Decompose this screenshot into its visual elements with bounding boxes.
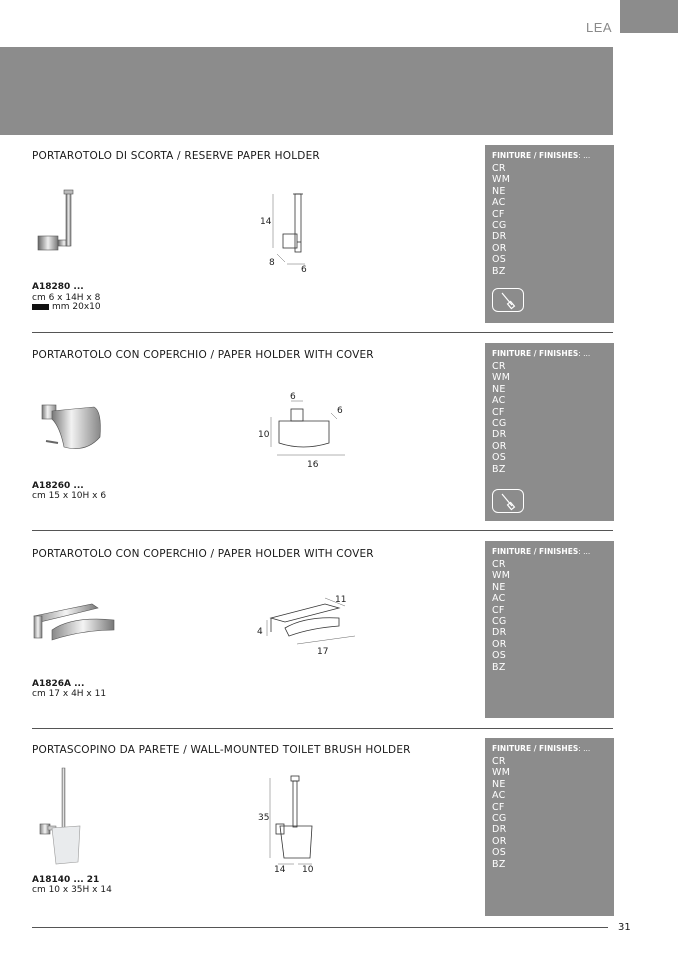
finish-code: CR <box>492 559 506 570</box>
section-title: PORTAROTOLO CON COPERCHIO / PAPER HOLDER WITH COVER <box>32 548 374 560</box>
finish-code: OS <box>492 452 507 464</box>
finish-code: OS <box>492 254 507 266</box>
finish-code: NE <box>492 778 506 790</box>
product-dimensions: cm 6 x 14H x 8 <box>32 293 101 303</box>
finish-code: BZ <box>492 858 506 870</box>
finish-code: BZ <box>492 265 506 277</box>
finishes-heading: FINITURE / FINISHES: ... <box>492 349 591 358</box>
technical-drawing <box>255 391 355 473</box>
finishes-heading: FINITURE / FINISHES: ... <box>492 744 591 753</box>
finish-code: OR <box>492 440 507 452</box>
section-title: PORTASCOPINO DA PARETE / WALL-MOUNTED TOILET BRUSH HOLDER <box>32 744 411 756</box>
header-banner <box>0 47 613 135</box>
product-extra-size <box>32 302 101 312</box>
dimension-label: 8 <box>269 258 275 268</box>
finishes-list <box>492 559 510 673</box>
finishes-heading: FINITURE / FINISHES: ... <box>492 547 591 556</box>
finish-code: CG <box>492 813 507 825</box>
technical-drawing <box>255 592 365 658</box>
finish-code: WM <box>492 570 511 582</box>
finishes-panel <box>485 541 614 718</box>
finishes-list <box>492 361 510 475</box>
finish-code: WM <box>492 372 511 384</box>
finishes-panel <box>485 343 614 521</box>
finish-code: DR <box>492 429 507 441</box>
product-code: A1826A ... <box>32 679 85 689</box>
section-title: PORTAROTOLO DI SCORTA / RESERVE PAPER HOLDER <box>32 150 320 162</box>
finish-code: CG <box>492 220 507 232</box>
section-divider <box>32 332 613 333</box>
finish-code: CF <box>492 801 505 813</box>
finish-code: CF <box>492 208 505 220</box>
technical-drawing <box>255 188 325 278</box>
dimension-label: 6 <box>337 406 343 416</box>
finish-code: OS <box>492 650 507 662</box>
finish-code: NE <box>492 185 506 197</box>
product-photo <box>38 766 88 872</box>
finish-code: AC <box>492 790 506 802</box>
product-photo <box>32 600 118 650</box>
finish-code: AC <box>492 593 506 605</box>
product-dimensions: cm 10 x 35H x 14 <box>32 885 112 895</box>
product-dimensions: cm 17 x 4H x 11 <box>32 689 107 699</box>
finish-code: AC <box>492 197 506 209</box>
footer-rule <box>32 927 608 928</box>
screwdriver-icon <box>492 288 524 312</box>
finishes-list <box>492 756 510 870</box>
finish-code: OS <box>492 847 507 859</box>
finish-code: CR <box>492 756 506 767</box>
finishes-list <box>492 163 510 277</box>
finish-code: CG <box>492 418 507 430</box>
dimension-label: 6 <box>290 392 296 402</box>
product-photo <box>38 397 104 457</box>
finish-code: BZ <box>492 463 506 475</box>
finish-code: BZ <box>492 661 506 673</box>
finishes-heading: FINITURE / FINISHES: ... <box>492 151 591 160</box>
section-title: PORTAROTOLO CON COPERCHIO / PAPER HOLDER WITH COVER <box>32 349 374 361</box>
dimension-label: 14 <box>274 865 286 875</box>
dimension-label: 4 <box>257 627 263 637</box>
dimension-label: 16 <box>307 460 319 470</box>
finishes-panel <box>485 145 614 323</box>
finish-code: NE <box>492 581 506 593</box>
finish-code: DR <box>492 231 507 243</box>
brand-name: LEA <box>586 20 613 35</box>
corner-tab <box>620 0 678 33</box>
finish-code: OR <box>492 638 507 650</box>
finish-code: WM <box>492 767 511 779</box>
product-photo <box>34 188 82 258</box>
finish-code: WM <box>492 174 511 186</box>
finishes-panel <box>485 738 614 916</box>
finish-code: CF <box>492 406 505 418</box>
finish-code: CR <box>492 163 506 174</box>
dimension-label: 35 <box>258 813 270 823</box>
black-bar-icon <box>32 304 49 310</box>
dimension-label: 17 <box>317 647 329 657</box>
finish-code: AC <box>492 395 506 407</box>
extra-size-text: mm 20x10 <box>52 302 101 312</box>
product-dimensions: cm 15 x 10H x 6 <box>32 491 107 501</box>
screwdriver-icon <box>492 489 524 513</box>
product-code: A18140 ... 21 <box>32 875 100 885</box>
finish-code: OR <box>492 242 507 254</box>
dimension-label: 10 <box>302 865 314 875</box>
technical-drawing <box>258 774 328 876</box>
finish-code: DR <box>492 824 507 836</box>
product-code: A18280 ... <box>32 282 84 292</box>
finish-code: NE <box>492 383 506 395</box>
dimension-label: 10 <box>258 430 270 440</box>
page-number: 31 <box>618 922 631 933</box>
dimension-label: 11 <box>335 595 347 605</box>
section-divider <box>32 530 613 531</box>
section-divider <box>32 728 613 729</box>
finish-code: DR <box>492 627 507 639</box>
dimension-label: 6 <box>301 265 307 275</box>
finish-code: OR <box>492 835 507 847</box>
finish-code: CR <box>492 361 506 372</box>
finish-code: CG <box>492 616 507 628</box>
dimension-label: 14 <box>260 217 272 227</box>
finish-code: CF <box>492 604 505 616</box>
product-code: A18260 ... <box>32 481 84 491</box>
